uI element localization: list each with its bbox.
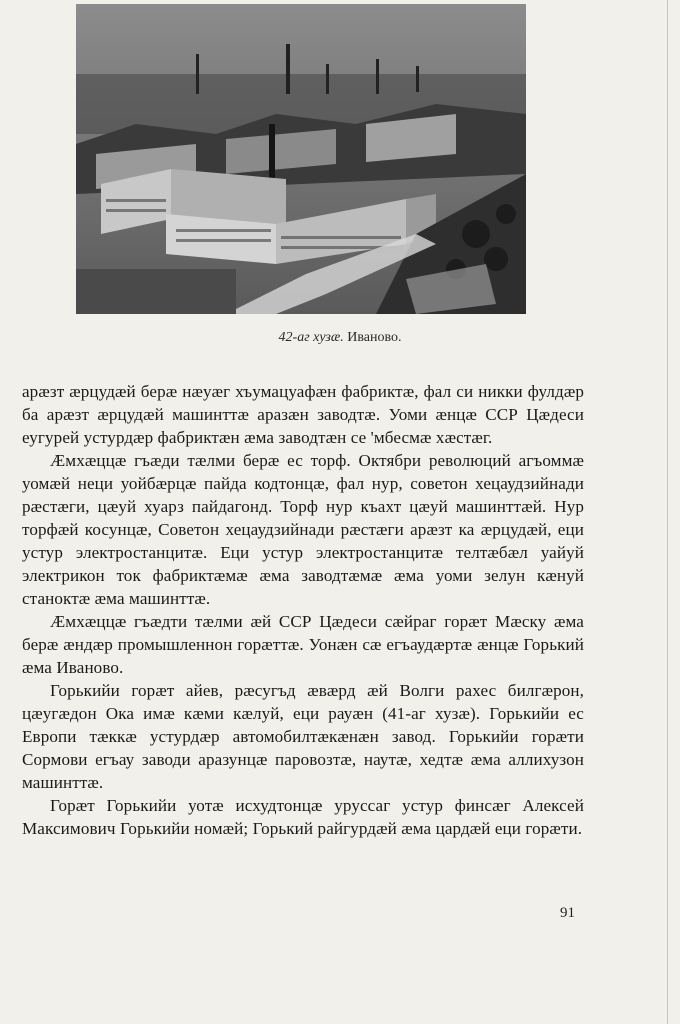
page-number: 91 xyxy=(560,905,575,921)
ivanovo-city-photo xyxy=(76,4,526,314)
figure-caption xyxy=(0,330,680,346)
paragraph-4: Горькийи горæт айев, рæсугъд æвæрд æй Волги рахес билгæрон, цæугæдон Ока имæ кæми кæлуй, еци рауæн (41-аг хузæ). Горькийи ес Европи тæккæ устурдæр автомобилтæкæнæн завод. Горькийи горæти Сормови егъау заводи аразунцæ паровозтæ, наутæ, хедтæ æма аллихузон машинттæ. xyxy=(22,681,584,792)
page-edge xyxy=(667,0,668,1024)
caption-number: 42-аг хузæ. xyxy=(278,330,344,345)
caption-place: Иваново. xyxy=(347,330,402,345)
paragraph-5: Горæт Горькийи уотæ исхудтонцæ уруссаг устур финсæг Алексей Максимович Горькийи номæй; Горький райгурдæй æма цардæй еци горæти. xyxy=(22,796,584,838)
body-text xyxy=(22,380,584,840)
paragraph-2: Æмхæццæ гъæди тæлми берæ ес торф. Октябри революций агъоммæ уомæй неци уойбæрцæ пайда кодтонцæ, фал нур, советон хецаудзийнади рæстæги, цæуй хуарз пайдагонд. Торф нур къахт цæуй машинттæй. Нур торфæй косунцæ, Советон хецаудзийнади рæстæги арæзт ка æрцудæй, еци устур электростанцитæ. Еци устур электростанцитæ телтæбæл уайуй электрикон ток фабриктæмæ æма заводтæмæ æма уоми зелун кæнуй станоктæ æма машинттæ. xyxy=(22,451,584,608)
paragraph-3: Æмхæццæ гъæдти тæлми æй ССР Цæдеси сæйраг горæт Мæску æма берæ æндæр промышленнон горæттæ. Уонæн сæ егъаудæртæ æнцæ Горький æма Иваново. xyxy=(22,612,584,677)
paragraph-1: арæзт æрцудæй берæ нæуæг хъумацуафæн фабриктæ, фал си никки фулдæр ба арæзт æрцудæй машинттæ аразæн заводтæ. Уоми æнцæ ССР Цæдеси еугурей устурдæр фабриктæн æма заводтæн се 'мбесмæ хæстæг. xyxy=(22,382,584,447)
